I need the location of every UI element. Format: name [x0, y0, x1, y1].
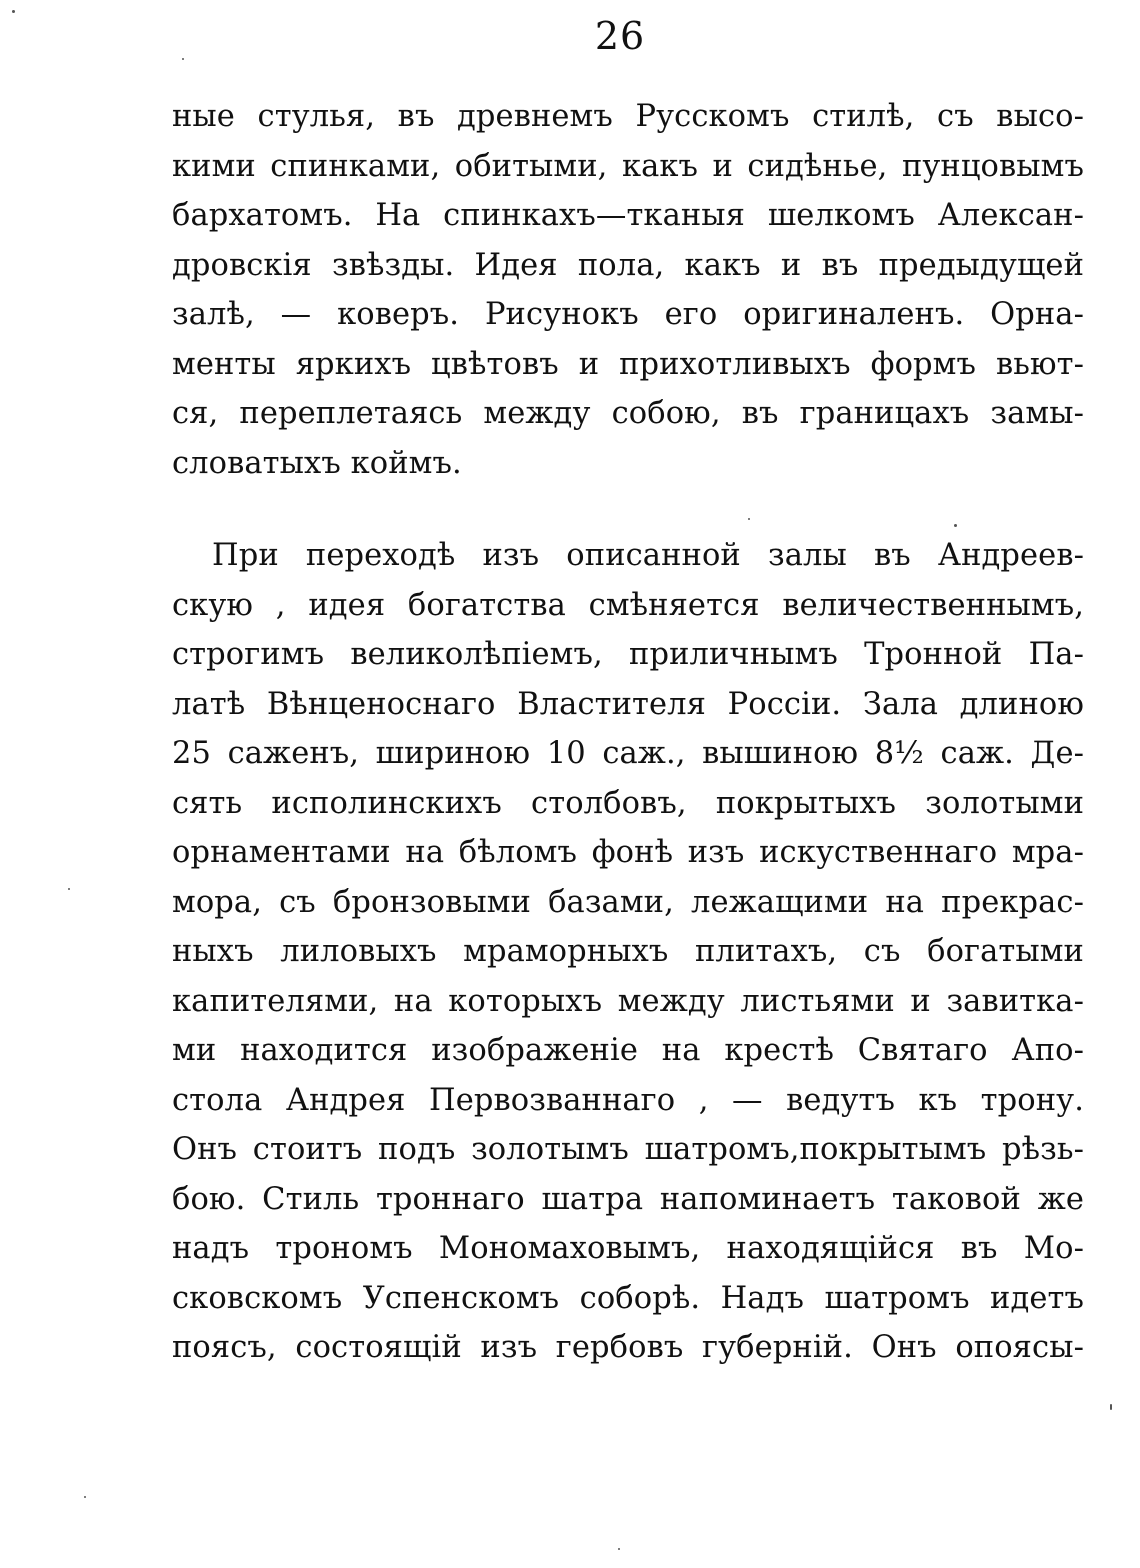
text-line: надъ трономъ Мономаховымъ, находящійся въ Мо- — [172, 1231, 1084, 1266]
scan-speck — [84, 1496, 86, 1498]
text-line: залѣ, — коверъ. Рисунокъ его оригиналенъ. Орна- — [172, 297, 1084, 332]
text-line: При переходѣ изъ описанной залы въ Андреев- — [212, 538, 1084, 573]
text-line: строгимъ великолѣпіемъ, приличнымъ Тронной Па- — [172, 637, 1084, 672]
text-line: ныхъ лиловыхъ мраморныхъ плитахъ, съ богатыми — [172, 934, 1084, 969]
text-line: словатыхъ коймъ. — [172, 445, 462, 481]
text-line: ся, переплетаясь между собою, въ границахъ замы- — [172, 396, 1084, 431]
text-line: ми находится изображеніе на крестѣ Святаго Апо- — [172, 1033, 1084, 1068]
scan-speck — [954, 524, 957, 527]
scan-speck — [182, 58, 184, 60]
paragraph-2 — [172, 531, 1084, 1373]
text-line: бархатомъ. На спинкахъ—тканыя шелкомъ Алексан- — [172, 198, 1084, 233]
text-line: стола Андрея Первозваннаго , — ведутъ къ трону. — [172, 1082, 1084, 1118]
text-line: ные стулья, въ древнемъ Русскомъ стилѣ, съ высо- — [172, 99, 1084, 134]
text-line: поясъ, состоящій изъ гербовъ губерній. Онъ опоясы- — [172, 1330, 1084, 1365]
text-line: Онъ стоитъ подъ золотымъ шатромъ,покрытымъ рѣзь- — [172, 1132, 1084, 1167]
text-line: латѣ Вѣнценоснаго Властителя Россіи. Зала длиною — [172, 686, 1084, 722]
scan-speck — [748, 518, 750, 520]
text-line: мора, съ бронзовыми базами, лежащими на прекрас- — [172, 884, 1084, 920]
text-line: скую , идея богатства смѣняется величественнымъ, — [172, 587, 1084, 623]
paragraph-1 — [172, 92, 1084, 488]
text-line: орнаментами на бѣломъ фонѣ изъ искуственнаго мра- — [172, 835, 1084, 870]
scan-speck — [618, 1548, 620, 1550]
text-line: менты яркихъ цвѣтовъ и прихотливыхъ формъ вьют- — [172, 346, 1084, 382]
text-line: кими спинками, обитыми, какъ и сидѣнье, пунцовымъ — [172, 148, 1084, 184]
page-number: 26 — [594, 14, 646, 58]
text-line: сять исполинскихъ столбовъ, покрытыхъ золотыми — [172, 785, 1084, 821]
scan-speck — [12, 10, 15, 13]
scan-speck — [1110, 1404, 1112, 1410]
scan-speck — [68, 888, 70, 890]
text-line: бою. Стиль троннаго шатра напоминаетъ таковой же — [172, 1181, 1084, 1217]
text-line: 25 саженъ, шириною 10 саж., вышиною 8½ саж. Де- — [172, 736, 1084, 771]
text-line: капителями, на которыхъ между листьями и завитка- — [172, 983, 1084, 1019]
text-line: сковскомъ Успенскомъ соборѣ. Надъ шатромъ идетъ — [172, 1280, 1084, 1316]
text-line: дровскія звѣзды. Идея пола, какъ и въ предыдущей — [172, 247, 1084, 283]
